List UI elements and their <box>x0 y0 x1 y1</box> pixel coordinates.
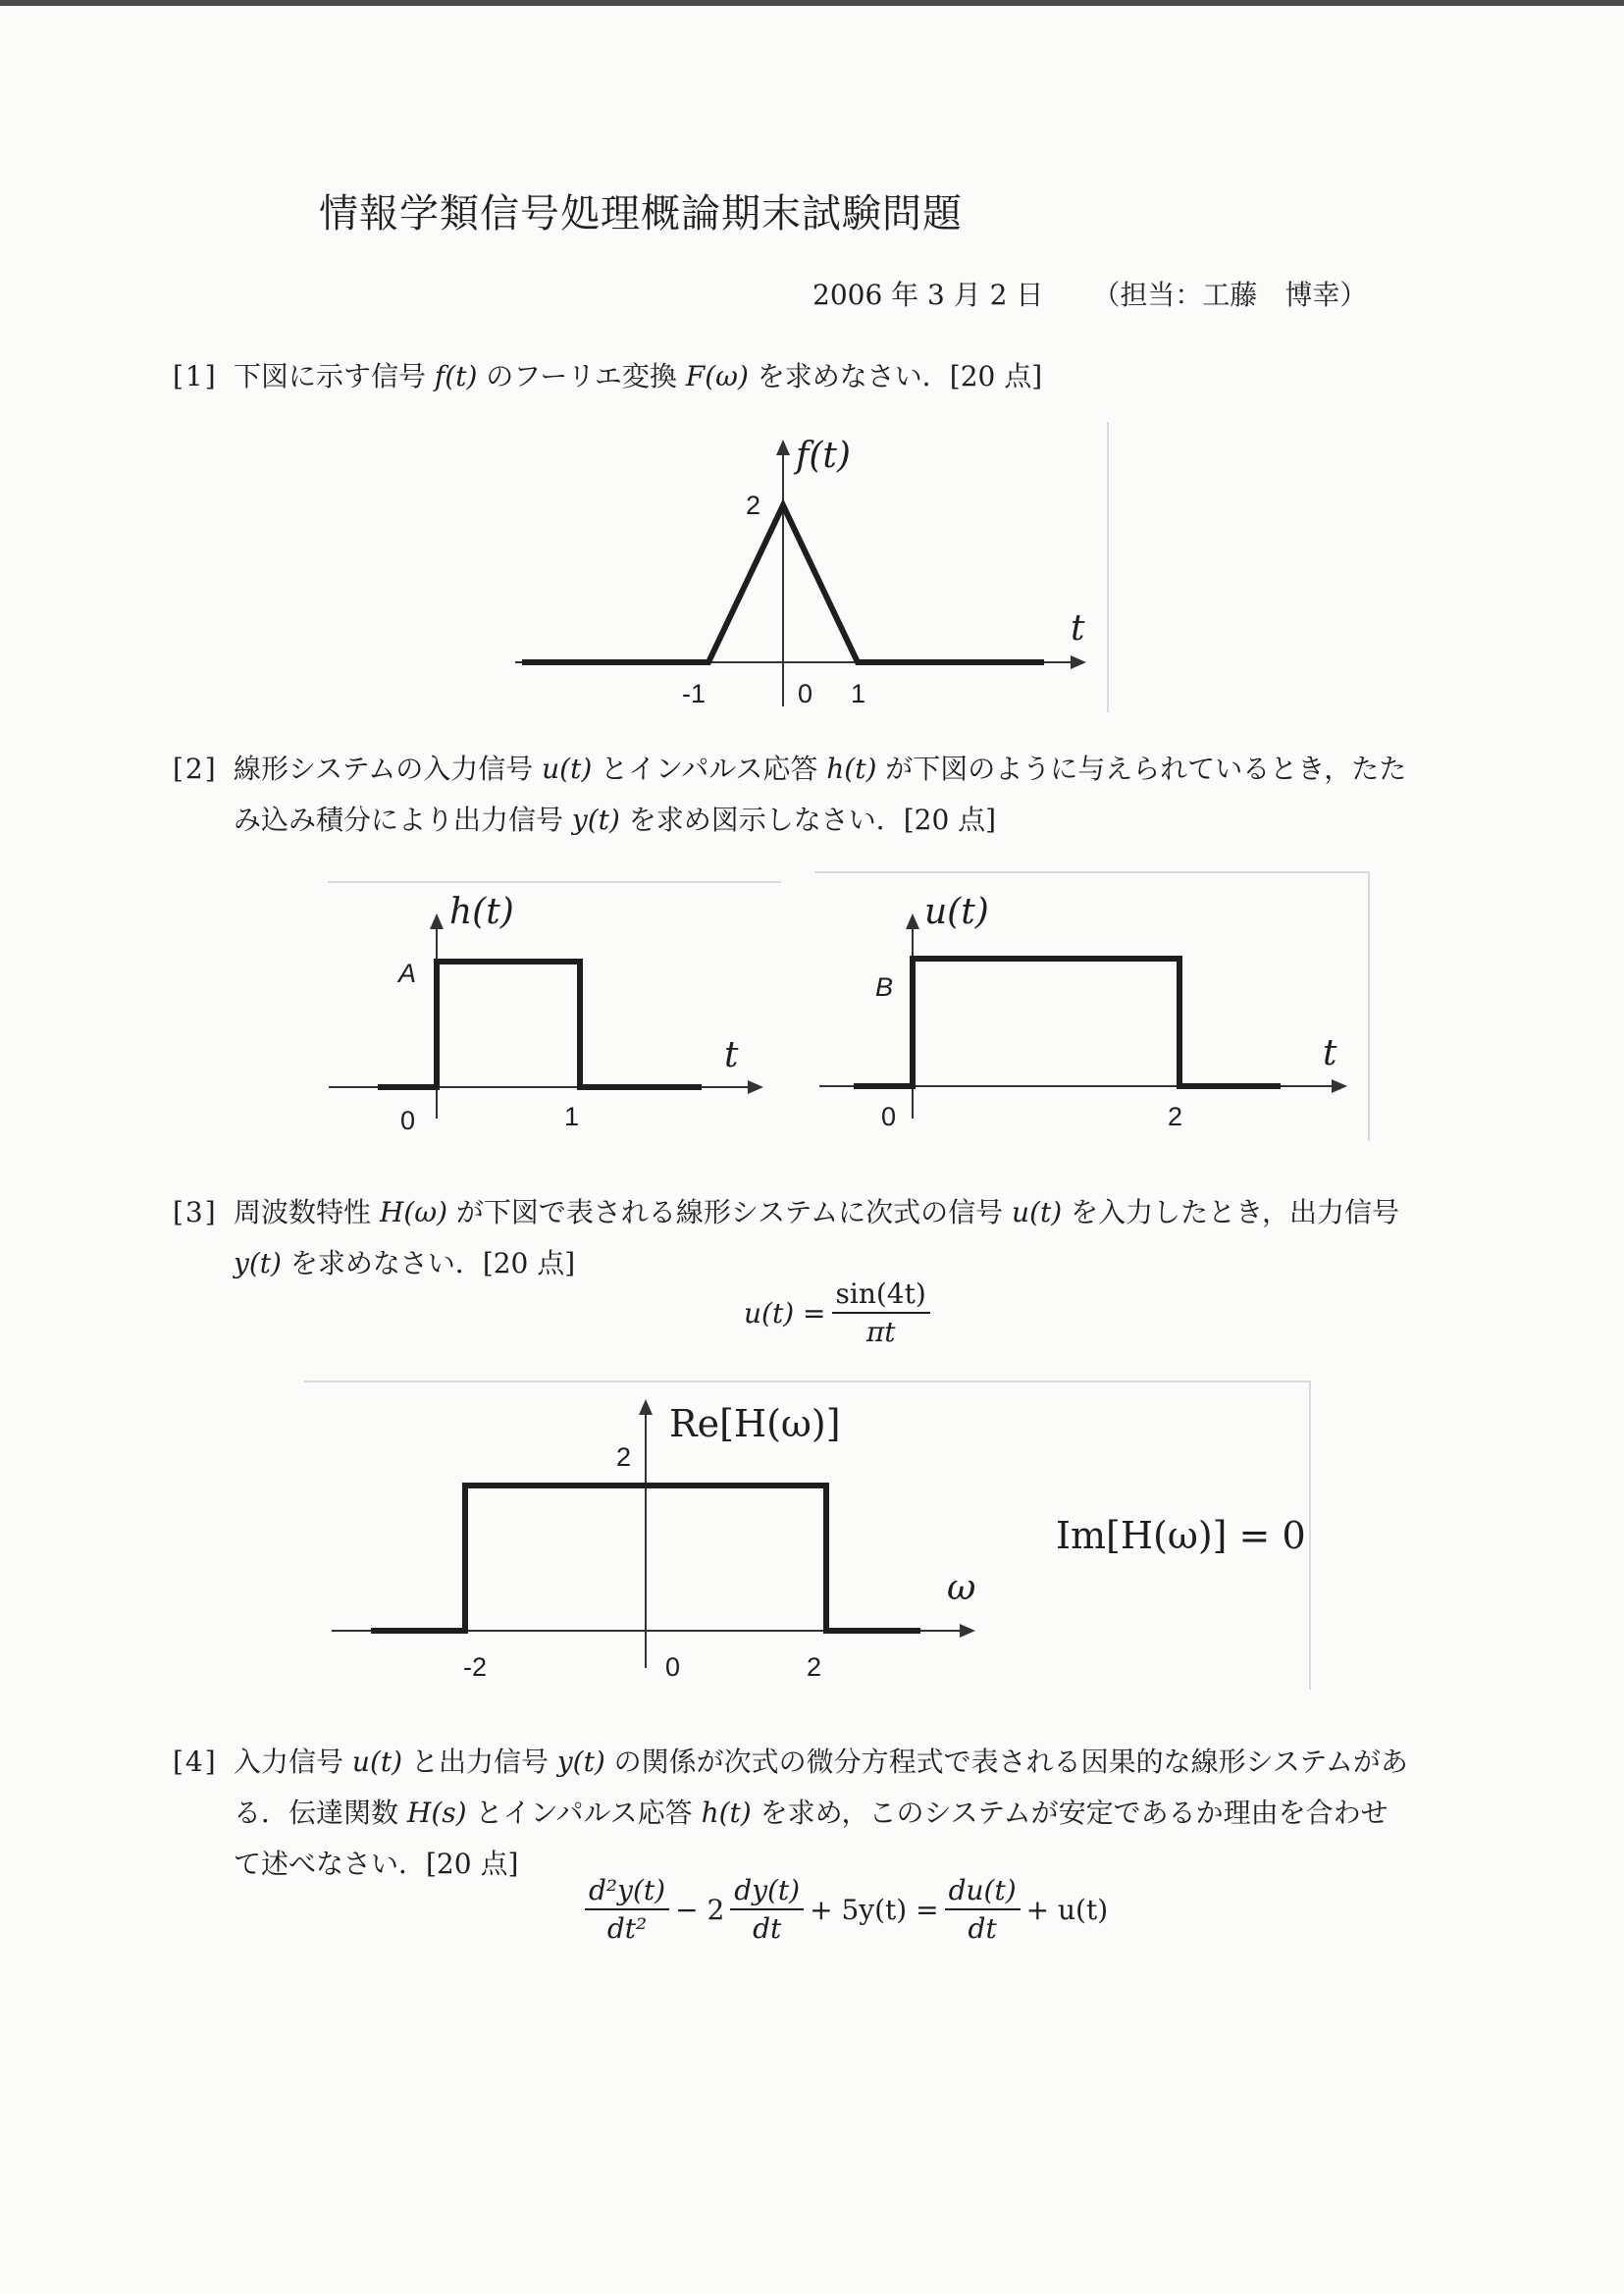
tick-label-1: 1 <box>564 1102 580 1131</box>
tick-label-0: 0 <box>881 1102 897 1131</box>
text-segment: を入力したとき，出力信号 <box>1062 1196 1399 1228</box>
exam-date: 2006 年 3 月 2 日 <box>812 279 1044 311</box>
figure-q1-triangle <box>486 422 1114 716</box>
operator-minus-2: − 2 <box>675 1893 725 1926</box>
text-segment: を求め，このシステムが安定であるか理由を合わせ <box>751 1797 1388 1829</box>
question-text-line-2 <box>234 795 1406 846</box>
exam-title: 情報学類信号処理概論期末試験問題 <box>319 191 963 236</box>
text-segment: を求め図示しなさい．[20 点] <box>619 804 997 836</box>
signal-u-pulse <box>854 959 1281 1086</box>
question-text <box>234 360 1042 392</box>
question-number: [2] <box>173 753 218 785</box>
math-expression: H(s) <box>406 1797 467 1829</box>
math-expression: u(t) <box>1012 1196 1063 1228</box>
y-axis-arrow <box>776 440 790 455</box>
text-segment: 下図に示す信号 <box>234 360 435 392</box>
operator-plus-5y: + 5y(t) = <box>810 1893 939 1926</box>
x-axis-label: t <box>724 1035 739 1075</box>
text-segment: のフーリエ変換 <box>477 360 686 392</box>
math-expression: h(t) <box>701 1797 752 1829</box>
math-expression: y(t) <box>234 1247 282 1279</box>
math-expression: u(t) <box>351 1746 403 1778</box>
level-label-B: B <box>875 972 894 1002</box>
question-number: [1] <box>173 360 218 392</box>
scan-top-edge <box>0 0 1624 6</box>
text-segment: 周波数特性 <box>234 1196 380 1228</box>
x-axis-label: t <box>1071 608 1085 649</box>
text-segment: が下図で表される線形システムに次式の信号 <box>447 1196 1013 1228</box>
imaginary-part-note: Im[H(ω)] = 0 <box>1056 1514 1306 1557</box>
tick-label-1: 1 <box>851 679 866 708</box>
teacher: （担当：工藤 博幸） <box>1092 279 1368 311</box>
text-segment: とインパルス応答 <box>592 753 827 785</box>
y-axis-arrow <box>639 1399 653 1415</box>
question-number: [3] <box>173 1196 218 1228</box>
fraction-numerator: du(t) <box>945 1874 1021 1910</box>
fraction-dy <box>730 1874 804 1945</box>
text-segment: を求めなさい．[20 点] <box>748 360 1043 392</box>
figure-q3-frequency-response <box>304 1374 1315 1697</box>
y-axis-arrow <box>906 913 919 929</box>
fraction-du <box>945 1874 1021 1945</box>
fraction-numerator: dy(t) <box>730 1874 804 1910</box>
text-segment: て述べなさい．[20 点] <box>234 1848 519 1880</box>
fraction-denominator: dt <box>968 1912 997 1945</box>
x-axis-arrow <box>960 1624 975 1638</box>
math-expression: f(t) <box>434 360 478 392</box>
math-expression: h(t) <box>826 753 877 785</box>
math-expression: y(t) <box>556 1746 605 1778</box>
level-label-2: 2 <box>616 1442 632 1472</box>
figure-q2-u <box>814 868 1374 1153</box>
x-axis-arrow <box>1332 1079 1347 1093</box>
math-expression: u(t) <box>542 753 593 785</box>
question-2 <box>173 744 1406 846</box>
question-text-line-1 <box>234 753 1406 785</box>
tick-label-neg1: -1 <box>682 679 707 708</box>
text-segment: の関係が次式の微分方程式で表される因果的な線形システムがあ <box>604 1746 1408 1778</box>
y-axis-arrow <box>430 913 444 929</box>
equation-fraction <box>832 1277 930 1348</box>
fraction-denominator: πt <box>865 1316 896 1348</box>
tick-label-0: 0 <box>665 1652 681 1682</box>
tick-label-0: 0 <box>798 679 813 708</box>
peak-label: 2 <box>746 491 761 520</box>
fraction-numerator: sin(4t) <box>832 1277 930 1314</box>
question-text-line-2 <box>234 1788 1408 1839</box>
question-1 <box>173 351 1042 402</box>
y-axis-label: h(t) <box>449 892 514 932</box>
x-axis-arrow <box>748 1080 763 1094</box>
fraction-denominator: dt² <box>606 1912 648 1945</box>
question-4 <box>173 1737 1408 1890</box>
x-axis-label: t <box>1323 1033 1337 1073</box>
question-text-line-1 <box>234 1196 1399 1228</box>
y-axis-label: u(t) <box>924 892 989 932</box>
text-segment: とインパルス応答 <box>466 1797 702 1829</box>
question-3 <box>173 1187 1399 1289</box>
fraction-denominator: dt <box>753 1912 782 1945</box>
math-expression: y(t) <box>571 804 620 836</box>
x-axis-label: ω <box>947 1568 976 1608</box>
operator-plus-u: + u(t) <box>1025 1893 1109 1926</box>
text-segment: み込み積分により出力信号 <box>234 804 572 836</box>
signal-h-pulse <box>378 962 702 1087</box>
text-segment: る．伝達関数 <box>234 1797 407 1829</box>
text-segment: を求めなさい．[20 点] <box>281 1247 576 1279</box>
text-segment: と出力信号 <box>402 1746 557 1778</box>
math-expression: F(ω) <box>685 360 749 392</box>
date-line <box>812 274 1367 313</box>
equation-lhs: u(t) = <box>744 1296 826 1329</box>
equation-q3-input <box>744 1277 936 1348</box>
tick-label-neg2: -2 <box>463 1652 488 1682</box>
fraction-d2y <box>585 1874 669 1945</box>
tick-label-2: 2 <box>1168 1102 1183 1131</box>
fraction-numerator: d²y(t) <box>585 1874 669 1910</box>
figure-frame <box>814 872 1369 1141</box>
level-label-A: A <box>398 959 417 988</box>
text-segment: が下図のように与えられているとき，たた <box>876 753 1407 785</box>
question-text-line-1 <box>234 1746 1408 1778</box>
question-number: [4] <box>173 1746 218 1778</box>
y-axis-label: f(t) <box>796 436 851 476</box>
math-expression: H(ω) <box>379 1196 448 1228</box>
figure-q2-h <box>324 878 785 1153</box>
equation-q4-differential <box>579 1874 1108 1945</box>
tick-label-0: 0 <box>400 1106 416 1135</box>
x-axis-arrow <box>1071 655 1086 669</box>
tick-label-2: 2 <box>807 1652 822 1682</box>
text-segment: 線形システムの入力信号 <box>234 753 543 785</box>
y-axis-label: Re[H(ω)] <box>669 1402 841 1445</box>
text-segment: 入力信号 <box>234 1746 352 1778</box>
